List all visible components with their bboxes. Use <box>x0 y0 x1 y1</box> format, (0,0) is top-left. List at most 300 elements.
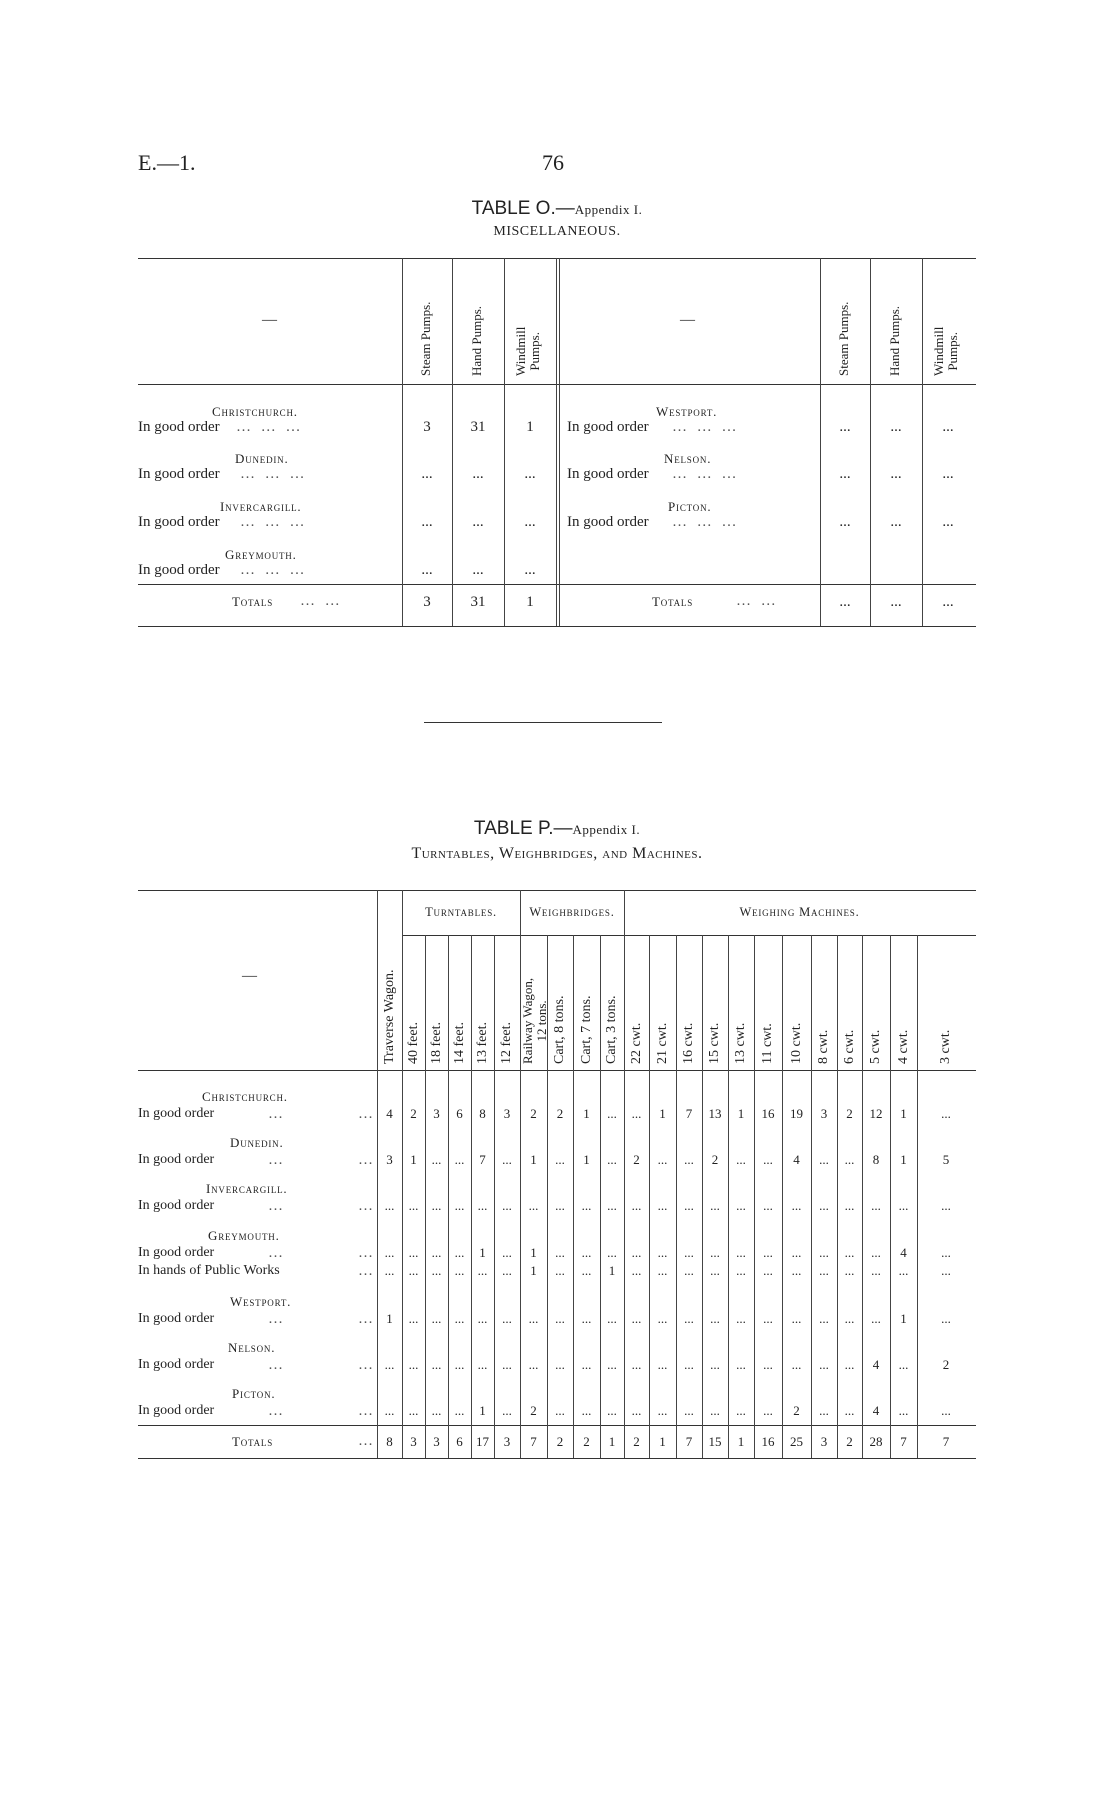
table-p-cell: ... <box>555 1403 565 1418</box>
table-o-title-main: TABLE O.— <box>471 198 575 219</box>
table-p-cell: ... <box>528 1357 539 1372</box>
table-p-cell: ... <box>384 1403 395 1418</box>
table-o-bottom-rule <box>138 626 976 627</box>
table-o-leader: … … … <box>240 466 308 482</box>
table-o-cell: ... <box>421 562 433 578</box>
table-p-cell: ... <box>607 1311 617 1326</box>
table-p-cell: 1 <box>530 1152 537 1167</box>
page-reference: E.—1. <box>138 150 196 175</box>
table-p-col-divider <box>649 935 650 1458</box>
table-o-header-rule <box>138 384 976 385</box>
table-p-cell: ... <box>657 1245 668 1260</box>
table-p-cell: ... <box>941 1106 951 1121</box>
table-p-cell: ... <box>736 1263 746 1278</box>
table-p-total-cell: 1 <box>608 1434 616 1449</box>
table-p-cell: ... <box>871 1263 881 1278</box>
table-p-cell: ... <box>844 1311 855 1326</box>
table-o-section-name: Nelson. <box>664 451 712 466</box>
table-p-cell: ... <box>555 1263 565 1278</box>
table-p-section-name: Greymouth. <box>208 1228 280 1243</box>
table-p-total-cell: 7 <box>900 1434 907 1449</box>
table-p-cell: ... <box>384 1198 395 1213</box>
table-p-cell: ... <box>502 1198 512 1213</box>
table-p-total-cell: 28 <box>869 1434 883 1449</box>
table-p-cell: ... <box>898 1357 909 1372</box>
table-p-cell: 1 <box>900 1152 907 1167</box>
table-p-cell: 1 <box>386 1311 393 1326</box>
table-p-cell: ... <box>657 1357 668 1372</box>
table-p-cell: ... <box>871 1311 881 1326</box>
table-p-cell: 7 <box>685 1106 693 1121</box>
table-o-title <box>0 198 1114 220</box>
table-p-cell: ... <box>763 1403 773 1418</box>
table-p-section-name: Christchurch. <box>202 1089 288 1104</box>
table-p-leader: … <box>358 1198 373 1214</box>
table-p-column-header: Cart, 3 tons. <box>604 995 619 1064</box>
table-p-cell: ... <box>791 1311 802 1326</box>
table-p-cell: ... <box>819 1198 829 1213</box>
table-p-column-header: 13 cwt. <box>733 1022 748 1064</box>
table-p-cell: ... <box>454 1263 465 1278</box>
table-p-column-header: 21 cwt. <box>654 1022 670 1064</box>
table-p-cell: 1 <box>410 1152 417 1167</box>
table-p-cell: 1 <box>583 1106 590 1121</box>
table-p-cell: ... <box>607 1245 617 1260</box>
table-p-cell: ... <box>819 1245 829 1260</box>
table-p-cell: 4 <box>872 1357 880 1372</box>
table-o-leader: … … … <box>236 419 304 435</box>
table-p-cell: ... <box>555 1198 565 1213</box>
table-p-cell: 6 <box>456 1106 463 1121</box>
table-p-cell: ... <box>844 1403 855 1418</box>
table-p-stub: — <box>242 968 257 984</box>
table-p-cell: ... <box>710 1403 720 1418</box>
table-o-row-label: In good order <box>567 419 649 435</box>
page-number: 76 <box>542 150 564 175</box>
table-p-cell: ... <box>555 1357 565 1372</box>
table-p-cell: 1 <box>479 1403 486 1418</box>
table-p-leader: … <box>268 1403 285 1419</box>
table-o-total-cell: 1 <box>526 594 534 610</box>
table-o-row-label: In good order <box>138 466 220 482</box>
table-p-cell: ... <box>431 1198 442 1213</box>
table-p-cell: 2 <box>793 1403 800 1418</box>
table-p-column-header: 3 cwt. <box>938 1029 953 1064</box>
table-p-cell: 2 <box>530 1403 537 1418</box>
table-p-cell: ... <box>710 1198 720 1213</box>
table-p-column-header: 15 cwt. <box>707 1022 722 1064</box>
table-p-cell: ... <box>607 1152 617 1167</box>
table-p-cell: ... <box>736 1198 746 1213</box>
table-o-section-name: Christchurch. <box>212 404 298 419</box>
table-p-cell: ... <box>555 1311 565 1326</box>
table-p-cell: ... <box>844 1263 855 1278</box>
table-p-cell: ... <box>454 1311 465 1326</box>
table-p-cell: ... <box>555 1245 565 1260</box>
table-p-cell: 2 <box>846 1106 853 1121</box>
table-p-cell: 5 <box>942 1152 950 1167</box>
table-o-leader: … … … <box>672 419 740 435</box>
table-p-column-header: Traverse Wagon. <box>381 969 397 1064</box>
table-p-column-header: Cart, 7 tons. <box>578 995 594 1064</box>
table-p-col-divider <box>862 935 863 1458</box>
table-o-section-name: Dunedin. <box>235 451 289 466</box>
table-o-cell: ... <box>942 419 954 435</box>
table-p-leader: … <box>268 1311 285 1327</box>
table-p-cell: ... <box>431 1245 442 1260</box>
table-o-leader: … … … <box>240 562 308 578</box>
table-o-section-name: Invercargill. <box>220 499 302 514</box>
table-p-cell: 3 <box>503 1106 511 1121</box>
table-p-cell: ... <box>607 1403 617 1418</box>
table-p-cell: ... <box>384 1263 395 1278</box>
table-p-cell: ... <box>736 1152 746 1167</box>
table-p-cell: 1 <box>737 1106 745 1121</box>
table-o-column-header-2: Windmill Pumps. <box>931 326 960 376</box>
table-o-total-cell: 31 <box>470 594 486 610</box>
table-o-column-header-2: Windmill Pumps. <box>513 326 542 376</box>
table-p-cell: ... <box>528 1311 539 1326</box>
table-p-cell: ... <box>941 1263 951 1278</box>
table-o-cell: ... <box>421 466 433 482</box>
table-o-appendix: Appendix I. <box>574 202 643 217</box>
table-p-column-header: 6 cwt. <box>841 1029 857 1064</box>
table-p-total-cell: 7 <box>942 1434 950 1449</box>
table-p-cell: ... <box>581 1311 592 1326</box>
table-o-cell: ... <box>942 514 954 530</box>
table-p-cell: ... <box>431 1152 442 1167</box>
table-p-cell: ... <box>657 1152 668 1167</box>
table-p-leader: … <box>358 1357 373 1373</box>
table-p-cell: ... <box>384 1245 395 1260</box>
table-p-row-label: In good order <box>138 1403 215 1418</box>
table-p-cell: ... <box>454 1152 465 1167</box>
table-p-cell: ... <box>581 1263 592 1278</box>
table-p-cell: 3 <box>433 1106 440 1121</box>
table-p-cell: ... <box>528 1198 539 1213</box>
table-p-cell: ... <box>763 1198 773 1213</box>
table-p-col-divider <box>471 935 472 1458</box>
table-p-cell: ... <box>684 1311 694 1326</box>
table-p-cell: ... <box>684 1357 694 1372</box>
table-p-total-cell: 25 <box>790 1434 803 1449</box>
table-p-cell: 16 <box>761 1106 775 1121</box>
table-p-cell: ... <box>408 1263 419 1278</box>
table-p-total-cell: 2 <box>583 1434 590 1449</box>
table-o-mid-divider <box>559 258 560 626</box>
table-p-cell: ... <box>819 1263 829 1278</box>
table-p-cell: ... <box>819 1403 829 1418</box>
table-o-totals-rule <box>138 584 976 585</box>
table-p-cell: ... <box>898 1263 909 1278</box>
table-p-row-label: In hands of Public Works <box>138 1263 280 1278</box>
table-o-row-label: In good order <box>138 514 220 530</box>
table-o-total-cell: ... <box>890 594 902 610</box>
table-p-cell: ... <box>736 1403 746 1418</box>
table-p-cell: ... <box>631 1311 642 1326</box>
table-p-leader: … <box>358 1263 373 1279</box>
table-p-cell: ... <box>502 1403 512 1418</box>
table-o-cell: ... <box>839 466 851 482</box>
table-p-cell: ... <box>502 1245 512 1260</box>
table-o-cell: ... <box>472 514 484 530</box>
table-p-cell: ... <box>607 1357 617 1372</box>
table-p-cell: 4 <box>793 1152 800 1167</box>
table-p-cell: ... <box>941 1403 951 1418</box>
table-o-column-header-0: Steam Pumps. <box>836 301 851 376</box>
table-p-appendix: Appendix I. <box>572 822 641 837</box>
table-p-leader: … <box>268 1106 285 1122</box>
table-p-cell: ... <box>408 1245 419 1260</box>
table-p-cell: ... <box>631 1245 642 1260</box>
table-p-leader: … <box>268 1245 285 1261</box>
table-p-col-divider <box>425 935 426 1458</box>
table-p-total-cell: 3 <box>503 1434 511 1449</box>
table-p-cell: ... <box>684 1198 694 1213</box>
table-p-cell: ... <box>454 1198 465 1213</box>
table-p-cell: ... <box>710 1311 720 1326</box>
table-p-section-name: Westport. <box>230 1294 292 1309</box>
table-p-leader: … <box>358 1106 373 1122</box>
table-o-stub-right: — <box>680 312 695 328</box>
table-p-column-header: 13 feet. <box>474 1022 490 1064</box>
table-p-header-rule <box>138 1070 976 1071</box>
table-o-cell: ... <box>942 466 954 482</box>
table-p-cell: ... <box>657 1403 668 1418</box>
table-p-cell: ... <box>408 1403 419 1418</box>
table-p-cell: ... <box>710 1357 720 1372</box>
table-p-cell: 13 <box>708 1106 722 1121</box>
table-o-row-label: In good order <box>567 466 649 482</box>
table-p-cell: 4 <box>900 1245 907 1260</box>
table-p-cell: ... <box>477 1198 488 1213</box>
table-p-total-cell: 16 <box>761 1434 775 1449</box>
table-p-column-header: 5 cwt. <box>868 1029 883 1064</box>
table-o-leader: … … <box>736 593 779 609</box>
table-p-total-cell: 2 <box>846 1434 853 1449</box>
table-p-cell: ... <box>844 1357 855 1372</box>
table-p-total-cell: 3 <box>820 1434 828 1449</box>
table-p-cell: ... <box>477 1263 488 1278</box>
table-o-col-divider <box>922 258 923 626</box>
table-o-totals-label: Totals <box>652 594 694 609</box>
table-p-cell: ... <box>941 1245 951 1260</box>
table-o-row-label: In good order <box>567 514 649 530</box>
table-p-total-cell: 3 <box>410 1434 417 1449</box>
table-p-bottom-rule <box>138 1458 976 1459</box>
table-o-column-header-1: Hand Pumps. <box>469 305 484 376</box>
table-p-cell: ... <box>736 1311 746 1326</box>
table-o-subtitle: MISCELLANEOUS. <box>493 224 621 239</box>
table-p-leader: … <box>358 1245 373 1261</box>
table-o-cell: ... <box>472 466 484 482</box>
table-o-total-cell: ... <box>942 594 954 610</box>
table-o-cell: ... <box>524 466 536 482</box>
table-p-cell: ... <box>502 1357 512 1372</box>
table-p-cell: 1 <box>583 1152 590 1167</box>
table-p-leader: … <box>268 1198 285 1214</box>
table-p-cell: ... <box>631 1106 642 1121</box>
table-o-col-divider <box>452 258 453 626</box>
table-p-cell: ... <box>763 1357 773 1372</box>
table-p-cell: 8 <box>872 1152 880 1167</box>
table-p-col-divider <box>811 935 812 1458</box>
table-p-cell: 3 <box>386 1152 393 1167</box>
table-p-cell: ... <box>844 1245 855 1260</box>
table-o-row-label: In good order <box>138 562 220 578</box>
table-p-cell: ... <box>631 1263 642 1278</box>
table-p-cell: ... <box>736 1357 746 1372</box>
table-p-cell: ... <box>819 1311 829 1326</box>
table-p-cell: ... <box>454 1403 465 1418</box>
table-p-column-header: 4 cwt. <box>895 1029 911 1064</box>
table-o-cell: ... <box>890 466 902 482</box>
table-p-column-header: 10 cwt. <box>788 1022 804 1064</box>
table-o-section-name: Picton. <box>668 499 712 514</box>
table-p-column-header: 11 cwt. <box>760 1023 775 1064</box>
table-p-cell: ... <box>763 1311 773 1326</box>
table-p-cell: 1 <box>479 1245 486 1260</box>
table-p-cell: ... <box>502 1311 512 1326</box>
table-p-cell: ... <box>763 1245 773 1260</box>
table-o-stub-left: — <box>262 312 277 328</box>
table-p-cell: ... <box>502 1152 512 1167</box>
table-p-top-rule <box>138 890 976 891</box>
table-p-cell: 1 <box>530 1245 537 1260</box>
table-p-cell: ... <box>631 1357 642 1372</box>
table-p-col-divider <box>702 935 703 1458</box>
table-o-leader: … … <box>300 593 343 609</box>
table-p-column-header: 40 feet. <box>405 1022 421 1064</box>
table-p-cell: ... <box>763 1263 773 1278</box>
table-o-col-divider <box>504 258 505 626</box>
table-p-cell: ... <box>581 1357 592 1372</box>
table-p-cell: 19 <box>790 1106 803 1121</box>
table-p-total-cell: 2 <box>556 1434 564 1449</box>
table-p-column-header: 18 feet. <box>428 1022 444 1064</box>
table-o-section-name: Westport. <box>656 404 718 419</box>
table-p-col-divider <box>494 935 495 1458</box>
table-p-total-cell: 15 <box>708 1434 722 1449</box>
table-p-cell: ... <box>581 1403 592 1418</box>
table-p-cell: ... <box>819 1357 829 1372</box>
table-o-row-label: In good order <box>138 419 220 435</box>
table-p-cell: 2 <box>410 1106 417 1121</box>
table-p-total-cell: 8 <box>386 1434 393 1449</box>
table-p-cell: ... <box>710 1263 720 1278</box>
table-p-cell: 1 <box>900 1311 907 1326</box>
table-p-cell: ... <box>631 1198 642 1213</box>
table-o-cell: ... <box>421 514 433 530</box>
table-p-cell: ... <box>607 1198 617 1213</box>
table-p-cell: ... <box>791 1357 802 1372</box>
table-o-leader: … … … <box>240 514 308 530</box>
table-p-totals-rule <box>138 1425 976 1426</box>
table-p-column-header: 12 feet. <box>499 1022 514 1064</box>
table-p-total-cell: 1 <box>659 1434 666 1449</box>
table-o-cell: ... <box>890 419 902 435</box>
table-p-cell: ... <box>607 1106 617 1121</box>
table-o-cell: ... <box>839 419 851 435</box>
table-p-col-divider <box>676 935 677 1458</box>
table-p-cell: ... <box>898 1198 909 1213</box>
table-p-cell: 8 <box>479 1106 486 1121</box>
table-o-cell: ... <box>524 514 536 530</box>
table-p-col-divider <box>890 935 891 1458</box>
table-p-cell: ... <box>844 1152 855 1167</box>
table-p-col-divider <box>600 935 601 1458</box>
table-p-cell: ... <box>502 1263 512 1278</box>
section-divider <box>424 722 662 723</box>
table-p-cell: ... <box>871 1198 881 1213</box>
table-p-cell: 2 <box>942 1357 950 1372</box>
table-p-cell: ... <box>657 1198 668 1213</box>
table-p-cell: ... <box>555 1152 565 1167</box>
table-p-cell: ... <box>791 1263 802 1278</box>
table-o-cell: ... <box>472 562 484 578</box>
table-p-col-divider <box>754 935 755 1458</box>
table-p-cell: ... <box>384 1357 395 1372</box>
table-o-section-name: Greymouth. <box>225 547 297 562</box>
table-o-leader: … … … <box>672 514 740 530</box>
table-p-cell: ... <box>819 1152 829 1167</box>
table-p-cell: 3 <box>820 1106 828 1121</box>
table-o-col-divider <box>870 258 871 626</box>
table-o-col-divider <box>556 258 557 626</box>
table-p-cell: ... <box>408 1357 419 1372</box>
table-p-cell: ... <box>581 1198 592 1213</box>
table-o-totals-label: Totals <box>232 594 274 609</box>
table-p-total-cell: 7 <box>530 1434 537 1449</box>
table-p-total-cell: 1 <box>737 1434 745 1449</box>
table-p-col-divider <box>782 935 783 1458</box>
table-o-column-header-1: Hand Pumps. <box>887 305 902 376</box>
table-p-cell: ... <box>477 1357 488 1372</box>
table-o-cell: ... <box>890 514 902 530</box>
table-p-cell: 4 <box>872 1403 880 1418</box>
table-o-total-cell: ... <box>839 594 851 610</box>
table-p-cell: ... <box>941 1311 951 1326</box>
table-p-cell: 4 <box>386 1106 393 1121</box>
table-p-cell: ... <box>871 1245 881 1260</box>
table-o-col-divider <box>820 258 821 626</box>
table-p-column-header: 16 cwt. <box>681 1022 696 1064</box>
table-p-cell: ... <box>684 1152 694 1167</box>
table-o-cell: ... <box>524 562 536 578</box>
table-p-cell: 1 <box>659 1106 666 1121</box>
table-p-row-label: In good order <box>138 1311 215 1326</box>
table-p-col-divider <box>573 935 574 1458</box>
table-p-cell: ... <box>844 1198 855 1213</box>
table-p-cell: ... <box>763 1152 773 1167</box>
table-p-cell: ... <box>431 1311 442 1326</box>
table-p-group-machines: Weighing Machines. <box>739 905 860 919</box>
table-p-column-header: 14 feet. <box>451 1022 467 1064</box>
table-p-cell: ... <box>454 1357 465 1372</box>
table-p-title-main: TABLE P.— <box>473 818 573 839</box>
table-p-cell: ... <box>431 1403 442 1418</box>
table-p-cell: ... <box>684 1245 694 1260</box>
table-p-col-divider <box>917 935 918 1458</box>
table-p-row-label: In good order <box>138 1245 215 1260</box>
table-p-column-header: Railway Wagon, 12 tons. <box>519 977 549 1064</box>
table-p-leader: … <box>358 1152 373 1168</box>
table-p-cell: ... <box>431 1357 442 1372</box>
table-o-leader: … … … <box>672 466 740 482</box>
table-p-cell: 2 <box>530 1106 537 1121</box>
table-p-cell: 2 <box>711 1152 719 1167</box>
table-p-cell: ... <box>408 1311 419 1326</box>
